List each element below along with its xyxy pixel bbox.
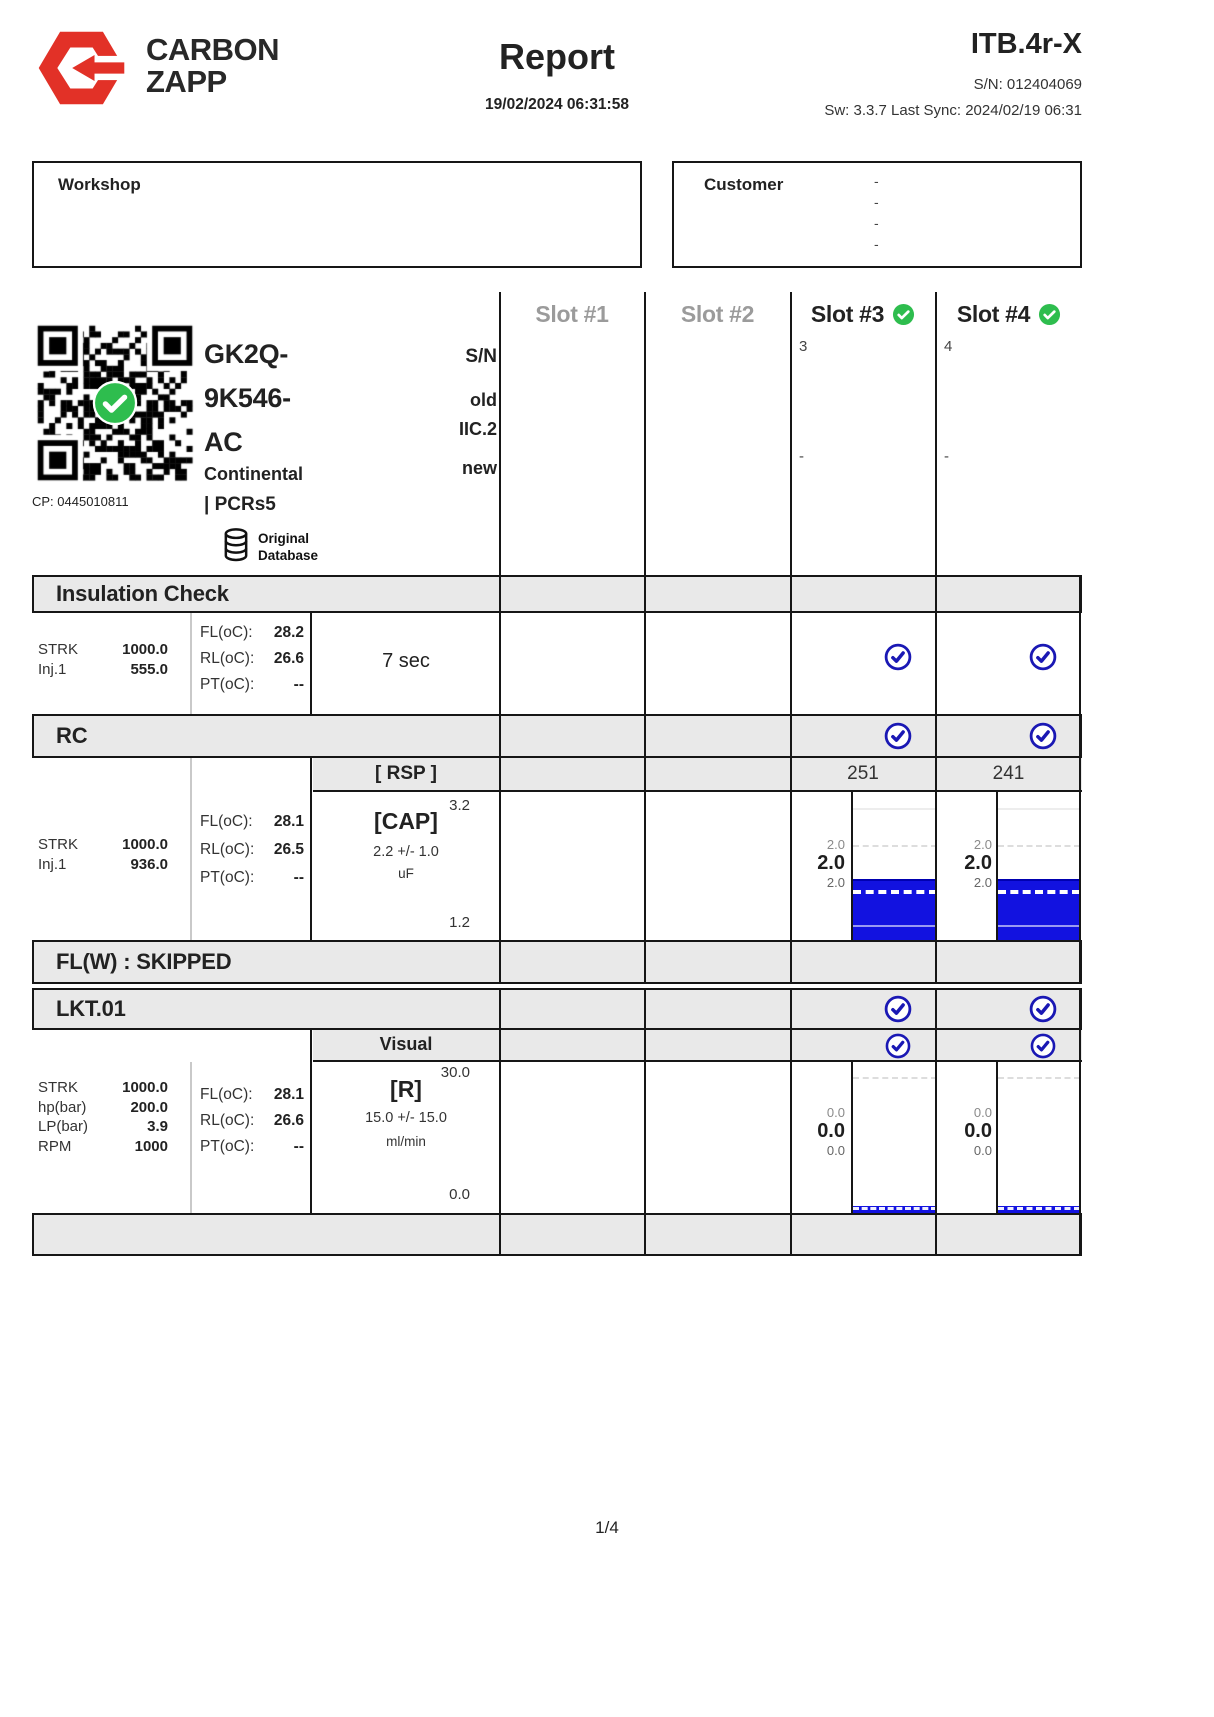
database-source xyxy=(258,531,318,564)
r-scale-min: 0.0 xyxy=(449,1186,470,1203)
customer-dash: - xyxy=(874,173,879,189)
part-family: | PCRs5 xyxy=(204,494,276,515)
param-value: 1000 xyxy=(134,1137,168,1155)
slot2-label: Slot #2 xyxy=(680,300,755,327)
visual-slot3-pass-icon xyxy=(885,1033,911,1059)
slot4-dash: - xyxy=(944,448,949,465)
subcolumn-divider xyxy=(310,613,312,714)
sn-old-label: old xyxy=(470,390,497,410)
cap-slot4-bar-chart xyxy=(996,792,1080,940)
value-min: 2.0 xyxy=(973,875,992,890)
section-gap xyxy=(32,984,1082,988)
sn-old-value: IIC.2 xyxy=(458,419,497,439)
slot4-label: Slot #4 xyxy=(956,300,1031,327)
param-value: 555.0 xyxy=(130,661,168,678)
insulation-title: Insulation Check xyxy=(56,581,229,606)
part-number xyxy=(204,332,291,464)
insulation-temps xyxy=(200,620,304,698)
customer-placeholder-dashes xyxy=(874,171,879,255)
value-avg: 0.0 xyxy=(964,1120,992,1142)
rc-title: RC xyxy=(56,723,88,748)
slot3-label: Slot #3 xyxy=(810,300,885,327)
workshop-label: Workshop xyxy=(58,175,141,194)
temp-value: 28.1 xyxy=(273,1086,304,1103)
brand-line1: CARBON xyxy=(146,32,280,67)
rc-slot3-pass-icon xyxy=(884,722,912,750)
param-label: Inj.1 xyxy=(38,661,67,678)
cap-scale-min: 1.2 xyxy=(449,914,470,931)
cap-slot4-values xyxy=(938,838,992,889)
section-rc xyxy=(32,714,1082,758)
sn-label: S/N xyxy=(465,346,497,367)
part-number-line2: 9K546- xyxy=(204,383,291,413)
r-test-unit: ml/min xyxy=(386,1134,426,1149)
tolerance-line xyxy=(853,1077,937,1079)
param-value: 1000.0 xyxy=(122,1079,168,1096)
r-slot3-bar-chart xyxy=(851,1062,937,1213)
slot3-number: 3 xyxy=(799,338,808,355)
tolerance-line xyxy=(853,845,937,847)
device-sync-info: Sw: 3.3.7 Last Sync: 2024/02/19 06:31 xyxy=(824,102,1082,119)
value-avg: 2.0 xyxy=(964,852,992,874)
value-min: 2.0 xyxy=(826,875,845,890)
insulation-duration: 7 sec xyxy=(382,650,430,672)
bottom-empty-band xyxy=(32,1213,1082,1256)
temp-label: PT(oC): xyxy=(200,869,255,886)
cap-test-unit: uF xyxy=(398,866,414,881)
visual-label: Visual xyxy=(379,1034,433,1054)
param-value: 3.9 xyxy=(147,1118,168,1135)
cap-scale-max: 3.2 xyxy=(449,797,470,814)
part-number-line1: GK2Q- xyxy=(204,339,289,369)
cap-slot3-bar-chart xyxy=(851,792,937,940)
value-avg: 0.0 xyxy=(817,1120,845,1142)
carbonzapp-logo-icon xyxy=(33,28,130,108)
workshop-box xyxy=(32,161,642,268)
page-number: 1/4 xyxy=(595,1518,619,1537)
temp-label: FL(oC): xyxy=(200,1086,253,1103)
param-label: STRK xyxy=(38,641,79,658)
insulation-slot3-pass-icon xyxy=(884,643,912,671)
insulation-params xyxy=(38,640,168,680)
param-label: RPM xyxy=(38,1137,72,1155)
cap-test-name: [CAP] xyxy=(374,808,438,834)
qr-caption: CP: 0445010811 xyxy=(32,494,129,509)
temp-value: -- xyxy=(293,676,304,693)
column-divider xyxy=(644,292,646,1256)
slot3-header xyxy=(791,298,935,330)
part-manufacturer: Continental xyxy=(204,464,303,484)
param-label: Inj.1 xyxy=(38,856,67,873)
rc-params xyxy=(38,835,168,875)
value-max: 0.0 xyxy=(973,1105,992,1120)
subcolumn-divider xyxy=(190,613,192,714)
customer-dash: - xyxy=(874,236,879,252)
temp-value: 28.1 xyxy=(273,813,304,830)
r-slot3-values xyxy=(791,1106,845,1157)
lkt-title: LKT.01 xyxy=(56,996,126,1021)
slot4-number: 4 xyxy=(944,338,953,355)
customer-label: Customer xyxy=(704,175,784,194)
temp-label: PT(oC): xyxy=(200,676,255,693)
cap-test-spec: 2.2 +/- 1.0 xyxy=(373,844,439,860)
lkt-slot4-pass-icon xyxy=(1029,995,1057,1023)
temp-value: 26.5 xyxy=(273,841,304,858)
temp-value: 26.6 xyxy=(273,1112,304,1129)
value-max: 2.0 xyxy=(973,837,992,852)
tolerance-line xyxy=(998,1077,1080,1079)
report-datetime: 19/02/2024 06:31:58 xyxy=(485,96,629,113)
temp-value: 26.6 xyxy=(273,650,304,667)
rsp-label: [ RSP ] xyxy=(375,763,437,784)
page-title: Report xyxy=(499,36,615,77)
tolerance-line xyxy=(998,845,1080,847)
param-value: 1000.0 xyxy=(122,641,168,658)
lkt-slot3-pass-icon xyxy=(884,995,912,1023)
value-min: 0.0 xyxy=(973,1143,992,1158)
section-lkt xyxy=(32,988,1082,1030)
slot3-dash: - xyxy=(799,448,804,465)
temp-value: -- xyxy=(293,1138,304,1155)
temp-label: RL(oC): xyxy=(200,841,255,858)
customer-dash: - xyxy=(874,194,879,210)
subcolumn-divider xyxy=(310,758,312,940)
param-value: 936.0 xyxy=(130,856,168,873)
cap-slot3-values xyxy=(791,838,845,889)
r-slot3-bar xyxy=(853,1206,937,1213)
lkt-params xyxy=(38,1078,168,1156)
temp-label: PT(oC): xyxy=(200,1138,255,1155)
tolerance-line xyxy=(998,808,1080,810)
param-label: hp(bar) xyxy=(38,1098,87,1116)
temp-label: RL(oC): xyxy=(200,650,255,667)
database-icon xyxy=(222,528,250,563)
temp-label: FL(oC): xyxy=(200,813,253,830)
slot4-ok-check-icon xyxy=(1038,303,1061,326)
brand-line2: ZAPP xyxy=(146,64,227,99)
value-max: 2.0 xyxy=(826,837,845,852)
value-min: 0.0 xyxy=(826,1143,845,1158)
flw-title: FL(W) : SKIPPED xyxy=(56,949,232,974)
qr-verified-check-icon xyxy=(92,380,138,426)
section-insulation-check xyxy=(32,575,1082,613)
lkt-temps xyxy=(200,1082,304,1160)
slot3-ok-check-icon xyxy=(892,303,915,326)
temp-value: -- xyxy=(293,869,304,886)
rsp-slot3-value: 251 xyxy=(847,763,879,784)
rsp-slot4-value: 241 xyxy=(992,763,1025,784)
param-label: STRK xyxy=(38,836,79,853)
database-line2: Database xyxy=(258,547,319,563)
param-label: LP(bar) xyxy=(38,1118,89,1135)
cap-slot4-bar xyxy=(998,879,1080,940)
part-number-line3: AC xyxy=(204,427,243,457)
rc-slot4-pass-icon xyxy=(1029,722,1057,750)
customer-box xyxy=(672,161,1082,268)
database-line1: Original xyxy=(258,531,310,546)
r-slot4-bar-chart xyxy=(996,1062,1080,1213)
column-divider xyxy=(499,292,501,1256)
device-name: ITB.4r-X xyxy=(970,28,1082,60)
subcolumn-divider xyxy=(310,1030,312,1213)
visual-slot4-pass-icon xyxy=(1030,1033,1056,1059)
subcolumn-divider xyxy=(190,1062,192,1213)
slot2-header xyxy=(645,298,790,330)
r-slot4-bar xyxy=(998,1206,1080,1213)
cap-slot3-bar xyxy=(853,879,937,940)
slot4-header xyxy=(936,298,1082,330)
r-scale-max: 30.0 xyxy=(440,1064,470,1081)
customer-dash: - xyxy=(874,215,879,231)
temp-label: FL(oC): xyxy=(200,624,253,641)
temp-label: RL(oC): xyxy=(200,1112,255,1129)
value-max: 0.0 xyxy=(826,1105,845,1120)
param-value: 200.0 xyxy=(130,1098,168,1116)
temp-value: 28.2 xyxy=(273,624,304,641)
tolerance-line xyxy=(853,808,937,810)
sn-new-label: new xyxy=(461,458,497,478)
slot1-header xyxy=(500,298,644,330)
subcolumn-divider xyxy=(190,758,192,940)
r-slot4-values xyxy=(938,1106,992,1157)
rc-temps xyxy=(200,808,304,892)
insulation-slot4-pass-icon xyxy=(1029,643,1057,671)
section-flw xyxy=(32,940,1082,984)
param-value: 1000.0 xyxy=(122,836,168,853)
brand-name xyxy=(146,34,279,98)
table-right-border xyxy=(1079,575,1081,1256)
r-test-name: [R] xyxy=(390,1076,422,1102)
value-avg: 2.0 xyxy=(817,852,845,874)
r-test-spec: 15.0 +/- 15.0 xyxy=(365,1110,447,1126)
param-label: STRK xyxy=(38,1079,79,1096)
slot1-label: Slot #1 xyxy=(535,300,609,327)
device-serial: S/N: 012404069 xyxy=(973,76,1082,93)
